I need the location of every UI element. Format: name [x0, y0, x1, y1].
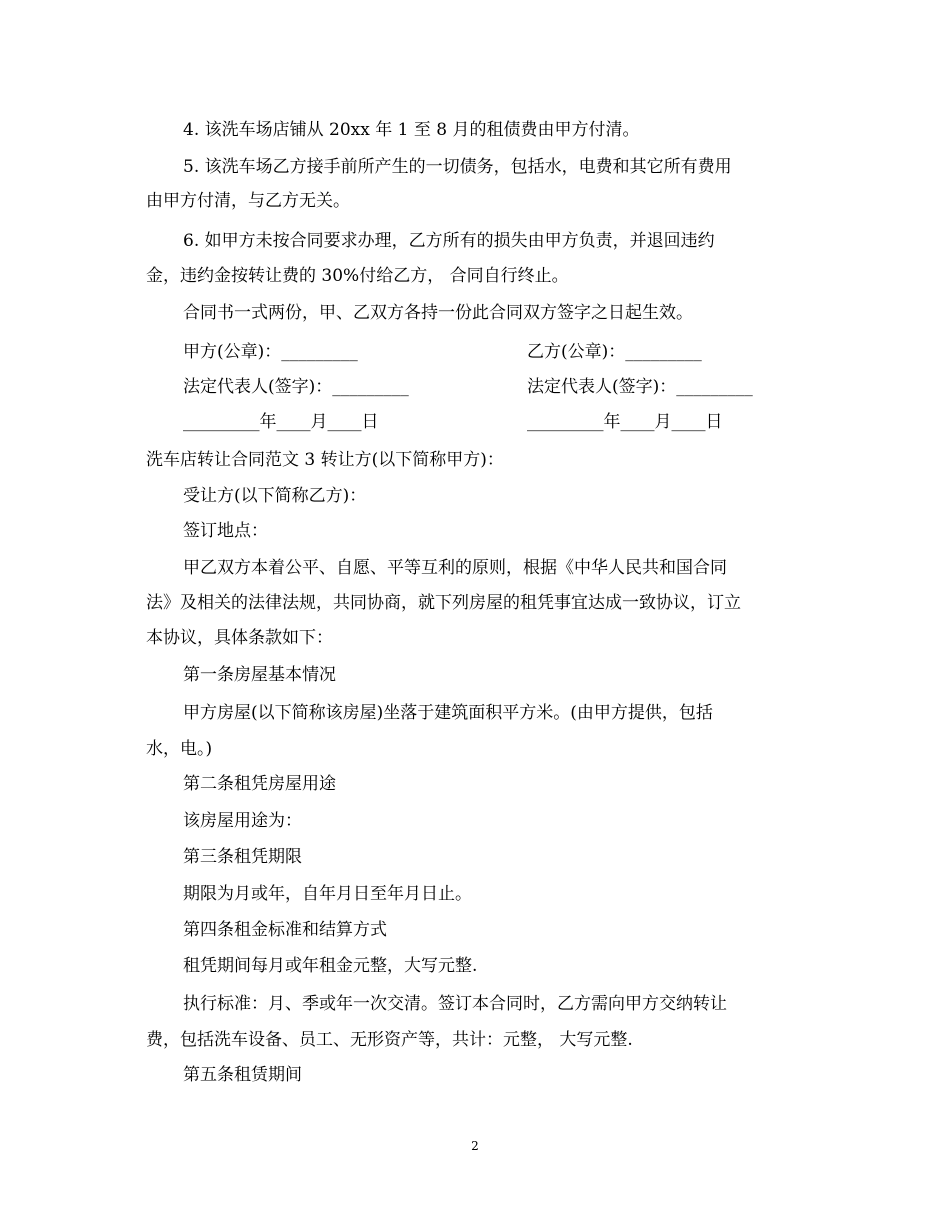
- party-a-representative: 法定代表人(签字)：_________: [183, 377, 409, 397]
- section-heading-sample-3: 洗车店转让合同范文 3 转让方(以下简称甲方)：: [146, 450, 504, 470]
- signing-place-line: 签订地点：: [183, 521, 268, 541]
- clause-5-line-2: 由甲方付清，与乙方无关。: [146, 191, 350, 211]
- article-5-heading: 第五条租赁期间: [183, 1065, 302, 1085]
- article-1-heading: 第一条房屋基本情况: [183, 665, 336, 685]
- article-2-heading: 第二条租凭房屋用途: [183, 774, 336, 794]
- clause-4: 4. 该洗车场店铺从 20xx 年 1 至 8 月的租债费由甲方付清。: [183, 120, 640, 140]
- party-b-date: _________年____月____日: [527, 412, 723, 432]
- article-3-heading: 第三条租凭期限: [183, 847, 302, 867]
- preamble-line-3: 本协议，具体条款如下：: [146, 628, 333, 648]
- preamble-line-1: 甲乙双方本着公平、自愿、平等互利的原则，根据《中华人民共和国合同: [183, 558, 727, 578]
- article-4-text-line-3: 费，包括洗车设备、员工、无形资产等，共计：元整， 大写元整.: [146, 1030, 633, 1050]
- article-4-text-line-2: 执行标准：月、季或年一次交清。签订本合同时，乙方需向甲方交纳转让: [183, 994, 727, 1014]
- clause-6-line-2: 金，违约金按转让费的 30%付给乙方， 合同自行终止。: [146, 266, 569, 286]
- party-b-seal: 乙方(公章)：_________: [527, 342, 702, 362]
- preamble-line-2: 法》及相关的法律法规，共同协商，就下列房屋的租凭事宜达成一致协议，订立: [146, 593, 741, 613]
- clause-6-line-1: 6. 如甲方未按合同要求办理，乙方所有的损失由甲方负责，并退回违约: [183, 231, 715, 251]
- clause-5-line-1: 5. 该洗车场乙方接手前所产生的一切债务，包括水，电费和其它所有费用: [183, 157, 732, 177]
- article-3-text: 期限为月或年，自年月日至年月日止。: [183, 884, 472, 904]
- transferee-line: 受让方(以下简称乙方)：: [183, 486, 367, 506]
- party-a-date: _________年____月____日: [183, 412, 379, 432]
- page-number: 2: [471, 1139, 479, 1153]
- party-b-representative: 法定代表人(签字)：_________: [527, 377, 753, 397]
- copies-paragraph: 合同书一式两份，甲、乙双方各持一份此合同双方签字之日起生效。: [183, 303, 693, 323]
- party-a-seal: 甲方(公章)：_________: [183, 342, 358, 362]
- article-2-text: 该房屋用途为：: [183, 811, 302, 831]
- article-1-text-line-1: 甲方房屋(以下简称该房屋)坐落于建筑面积平方米。(由甲方提供，包括: [183, 703, 713, 723]
- article-4-text-line-1: 租凭期间每月或年租金元整，大写元整.: [183, 956, 478, 976]
- article-1-text-line-2: 水，电。): [146, 739, 213, 759]
- article-4-heading: 第四条租金标准和结算方式: [183, 920, 387, 940]
